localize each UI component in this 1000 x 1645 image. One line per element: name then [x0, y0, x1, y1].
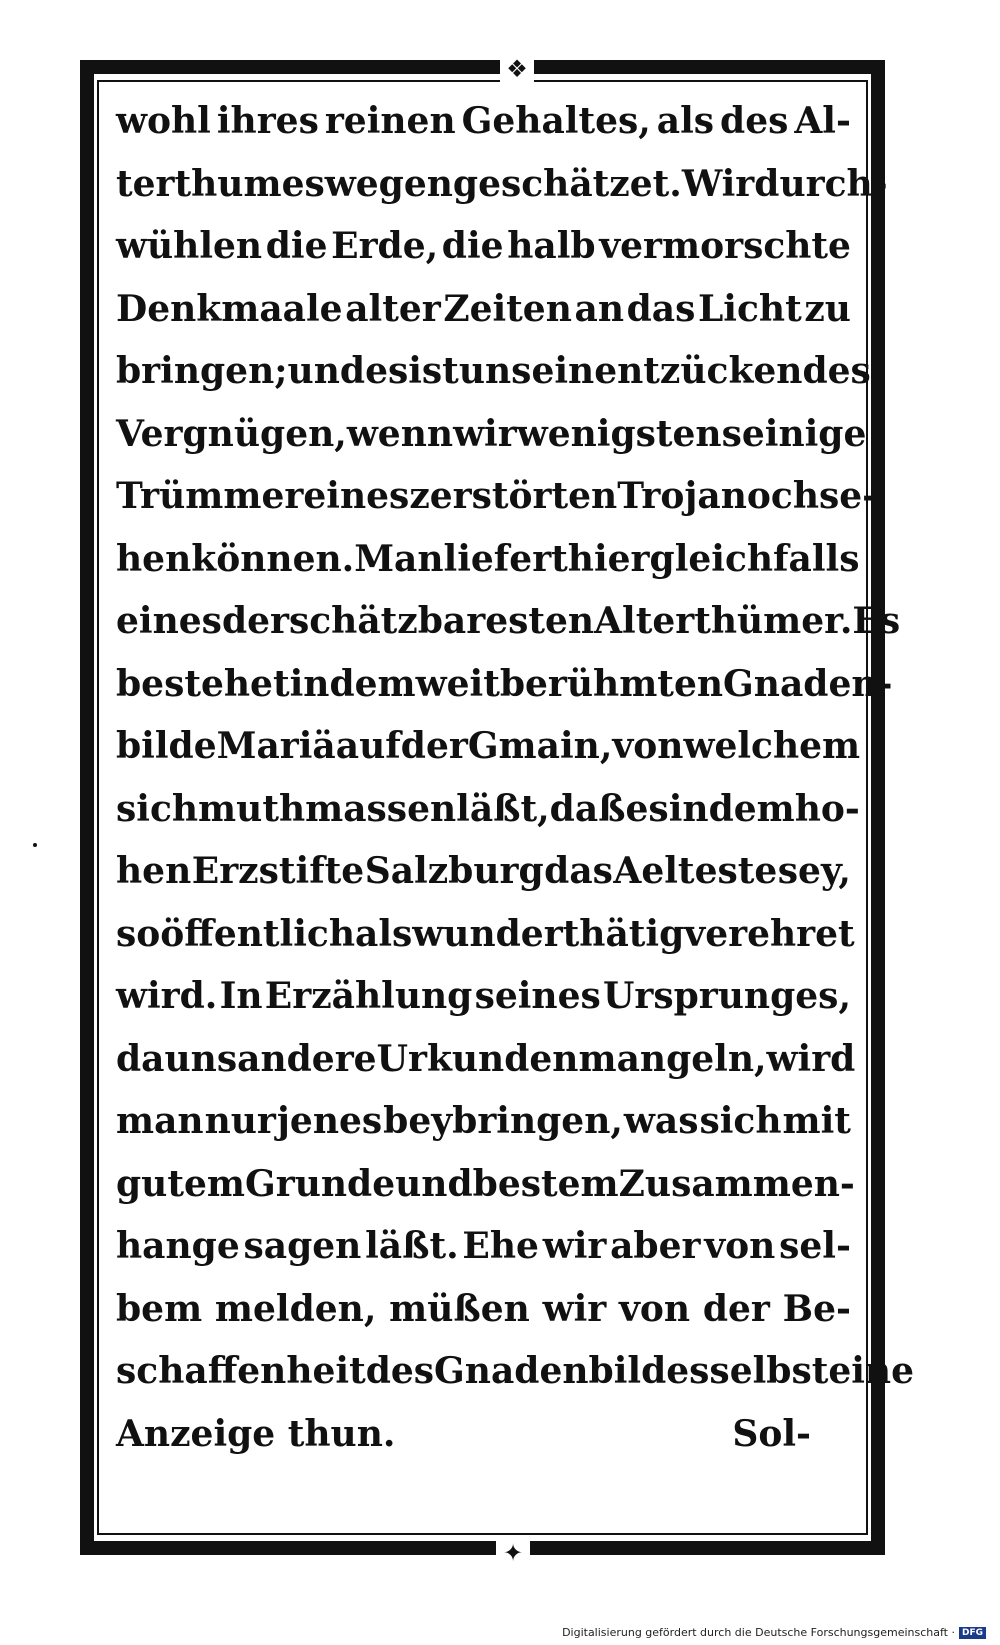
word: Aelteste — [613, 850, 778, 892]
ink-speck — [33, 843, 37, 847]
word: wird — [766, 1037, 856, 1080]
word: Es — [852, 600, 901, 642]
word: Mariä — [216, 725, 336, 767]
word: ho- — [794, 787, 860, 830]
word: liefert — [443, 537, 568, 580]
word: bilde — [116, 725, 217, 767]
word: hier — [567, 537, 650, 580]
word: was — [623, 1100, 699, 1142]
catchword: Sol- — [732, 1412, 811, 1455]
word: sich — [699, 1100, 782, 1142]
word: die — [265, 225, 328, 267]
text-line — [116, 225, 851, 288]
word: durch- — [754, 162, 888, 205]
word: der — [702, 1287, 770, 1330]
word: geschätzet. — [452, 162, 682, 205]
word: se- — [819, 475, 878, 517]
text-line — [116, 412, 867, 476]
word: Denkmaale — [116, 287, 343, 330]
word: Zeiten — [443, 287, 572, 330]
word: halb — [507, 225, 596, 267]
word: welchem — [683, 725, 861, 767]
word: weit — [415, 662, 500, 705]
text-line — [116, 162, 888, 226]
word: Gehaltes, — [461, 100, 651, 142]
word: in — [668, 787, 709, 830]
word: es — [625, 787, 669, 830]
word: wird. — [116, 975, 218, 1017]
text-line — [116, 537, 860, 601]
word: wunderthätig — [412, 912, 685, 955]
word: läßt. — [365, 1225, 459, 1267]
word: Gnadenbildes — [434, 1350, 710, 1392]
word: gleichfalls — [649, 537, 860, 580]
word: schaffenheit — [116, 1350, 366, 1392]
word: Erzählung — [264, 975, 473, 1017]
word: muthmassen — [198, 787, 457, 830]
page-body-text — [116, 100, 915, 1475]
word: Ehe — [462, 1225, 539, 1267]
word: alter — [345, 287, 441, 330]
word: des — [720, 100, 789, 142]
word: das — [544, 850, 613, 892]
word: reinen — [324, 100, 456, 142]
word: an — [574, 287, 624, 330]
word: können. — [191, 537, 355, 580]
word: bringen; — [116, 350, 288, 392]
word: dem — [708, 787, 795, 830]
word: Wir — [681, 162, 755, 205]
word: sagen — [243, 1225, 362, 1267]
text-line-last — [116, 1413, 851, 1476]
word: müßen — [389, 1287, 530, 1330]
word: ist — [408, 350, 459, 392]
text-line — [116, 975, 851, 1038]
word: Zusammen- — [618, 1162, 855, 1205]
word: als — [355, 912, 413, 955]
word: Man — [354, 537, 444, 580]
text-line — [116, 787, 860, 851]
word: Ursprunges, — [602, 975, 851, 1017]
word: entzückendes — [594, 350, 871, 392]
word: wir — [542, 1287, 607, 1330]
word: wegen — [324, 162, 453, 205]
word: uns — [458, 350, 532, 392]
word: einige — [741, 412, 867, 455]
word: dem — [329, 662, 416, 705]
word: uns — [164, 1037, 238, 1080]
word: Be- — [782, 1287, 851, 1330]
word: berühmten — [499, 662, 724, 705]
word: es — [365, 350, 409, 392]
text-line — [116, 1225, 851, 1288]
word: terthumes — [116, 162, 325, 205]
word: bestehet — [116, 662, 290, 705]
word: von — [612, 725, 684, 767]
word: selbst — [709, 1350, 829, 1392]
word: wohl — [116, 100, 211, 142]
text-line — [116, 350, 871, 413]
word: daß — [549, 787, 626, 830]
word: da — [116, 1037, 165, 1080]
word: Alterthümer. — [594, 600, 853, 642]
text-line — [116, 475, 878, 538]
word: hen — [116, 537, 192, 580]
word: andere — [237, 1037, 377, 1080]
word: mit — [782, 1100, 851, 1142]
text-line — [116, 850, 851, 913]
word: In — [219, 975, 263, 1017]
word: öffentlich — [160, 912, 355, 955]
word: wir — [542, 1225, 607, 1267]
text-line — [116, 662, 893, 726]
word: in — [289, 662, 330, 705]
word: Licht — [697, 287, 802, 330]
word: hen — [116, 850, 192, 892]
word: Vergnügen, — [116, 412, 347, 455]
word: verehret — [684, 912, 855, 955]
word: des — [365, 1350, 435, 1392]
word: beybringen, — [383, 1100, 623, 1142]
word: wenn — [346, 412, 454, 455]
word: sey, — [777, 850, 851, 892]
word: und — [395, 1162, 473, 1205]
word: ihres — [216, 100, 319, 142]
word: Gnaden- — [723, 662, 893, 705]
word: wenigstens — [516, 412, 742, 455]
word: Al- — [794, 100, 851, 142]
word: der — [400, 725, 468, 767]
text-line — [116, 1037, 856, 1101]
text-line — [116, 1100, 851, 1163]
word: ein — [531, 350, 595, 392]
ornament-top-icon: ❖ — [500, 56, 534, 82]
text-line — [116, 725, 861, 788]
text-line — [116, 1162, 855, 1226]
word: jenes — [276, 1100, 383, 1142]
word: gutem — [116, 1162, 245, 1205]
text-line — [116, 1288, 851, 1351]
word: läßt, — [456, 787, 550, 830]
word: eines — [303, 475, 410, 517]
word: Gmain, — [467, 725, 613, 767]
word: das — [626, 287, 696, 330]
word: mangeln, — [578, 1037, 767, 1080]
dfg-logo: DFG — [959, 1627, 986, 1639]
word: bem — [116, 1287, 203, 1330]
word: bestem — [472, 1162, 619, 1205]
word: als — [656, 100, 715, 142]
ornament-bottom-icon: ✦ — [496, 1540, 530, 1566]
word: Trümmer — [116, 475, 304, 517]
word: noch — [720, 475, 819, 517]
word: der — [221, 600, 289, 642]
word: nur — [204, 1100, 276, 1142]
word: und — [287, 350, 366, 392]
word: von — [618, 1287, 691, 1330]
word: auf — [335, 725, 401, 767]
digitization-credit — [562, 1626, 986, 1639]
word: melden, — [214, 1287, 377, 1330]
word: Grunde — [244, 1162, 396, 1205]
word: eines — [116, 600, 222, 642]
word: von — [704, 1225, 776, 1267]
text-line — [116, 288, 851, 351]
word: zu — [804, 287, 851, 330]
word: man — [116, 1100, 204, 1142]
word: die — [441, 225, 504, 267]
word: so — [116, 912, 161, 955]
word: Erde, — [331, 225, 439, 267]
word: wühlen — [116, 225, 263, 267]
word: zerstörten — [409, 475, 618, 517]
credit-text: Digitalisierung gefördert durch die Deutsche Forschungsgemeinschaft · — [562, 1626, 955, 1639]
word: schätzbaresten — [288, 600, 595, 642]
word: Troja — [617, 475, 721, 517]
word: Urkunden — [376, 1037, 579, 1080]
word: aber — [610, 1225, 701, 1267]
word: sel- — [779, 1225, 851, 1267]
text-line — [116, 912, 855, 976]
word: sich — [116, 787, 199, 830]
word: Salzburg — [364, 850, 544, 892]
word: hange — [116, 1225, 240, 1267]
text-line — [116, 100, 851, 163]
word: eine — [828, 1350, 915, 1392]
word: vermorschte — [599, 225, 851, 267]
word: Erzstifte — [191, 850, 365, 892]
word: wir — [453, 412, 517, 455]
text-line — [116, 600, 901, 663]
text-line — [116, 1350, 915, 1413]
word: seines — [474, 975, 601, 1017]
last-line-text: Anzeige thun. — [116, 1412, 396, 1455]
